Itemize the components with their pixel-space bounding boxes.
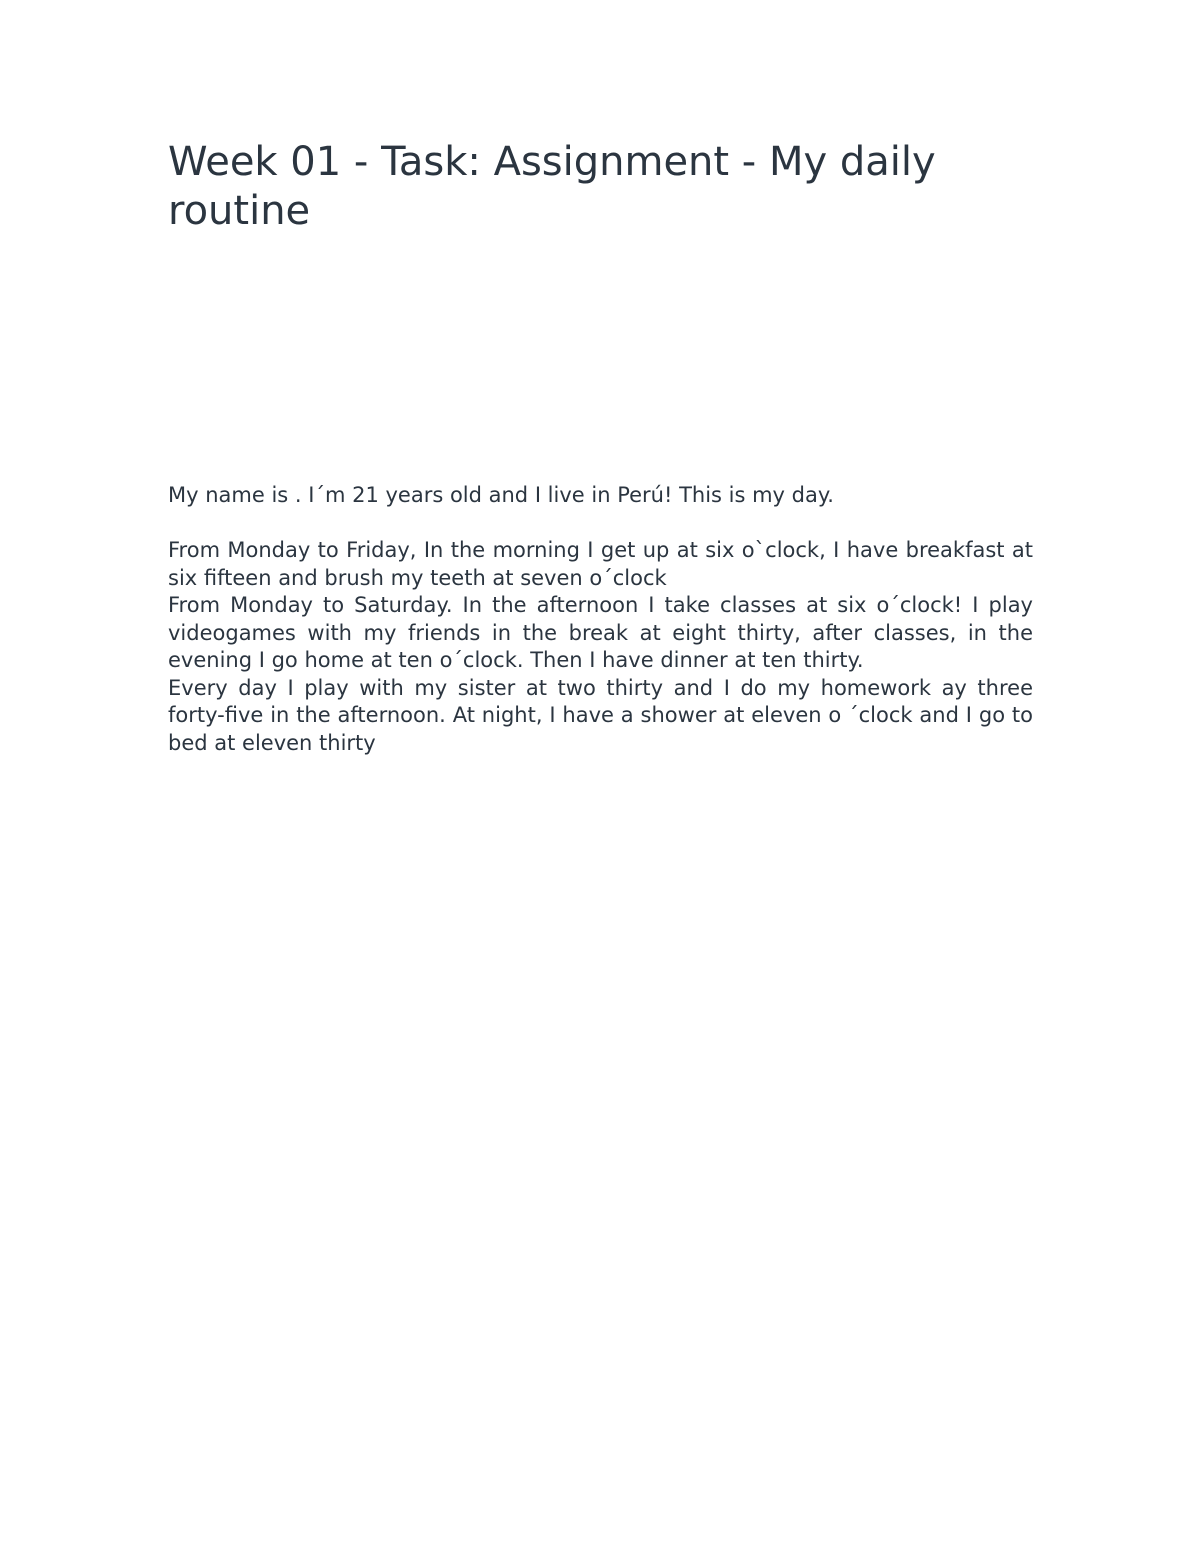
document-body xyxy=(168,482,1033,757)
afternoon-paragraph: From Monday to Saturday. In the afternoon I take classes at six o´clock! I play videogames with my friends in the break at eight thirty, after classes, in the evening I go home at ten o´clock. Then I have dinner at ten thirty. xyxy=(168,593,1033,672)
every-day-paragraph: Every day I play with my sister at two thirty and I do my homework ay three forty-five in the afternoon. At night, I have a shower at eleven o ´clock and I go to bed at eleven thirty xyxy=(168,675,1033,755)
weekday-morning-paragraph: From Monday to Friday, In the morning I get up at six o`clock, I have breakfast at six fifteen and brush my teeth at seven o´clock xyxy=(168,538,1033,590)
paragraph-spacer xyxy=(168,510,1033,538)
intro-paragraph: My name is . I´m 21 years old and I live in Perú! This is my day. xyxy=(168,483,834,507)
document-title: Week 01 - Task: Assignment - My daily routine xyxy=(168,139,936,234)
